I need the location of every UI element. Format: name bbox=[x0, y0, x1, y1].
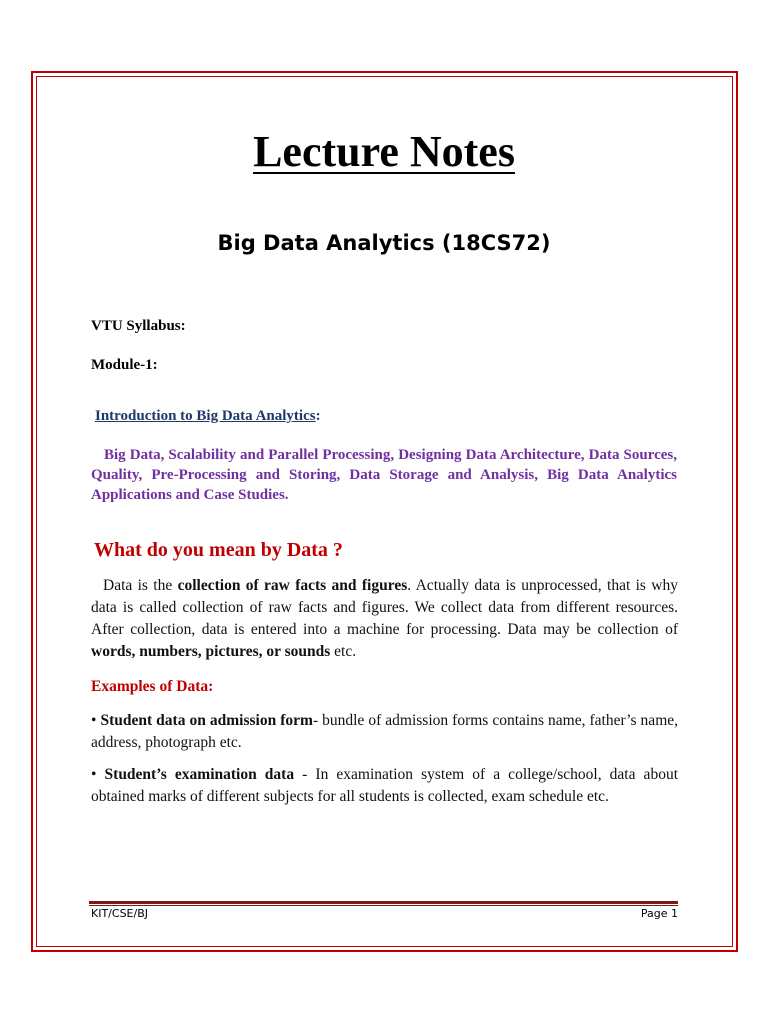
page-border-inner bbox=[36, 76, 733, 947]
intro-heading bbox=[95, 408, 321, 425]
example-text: - bundle of admission forms contains name, father’s name, address, photograph etc. bbox=[91, 712, 679, 751]
footer-author: KIT/CSE/BJ bbox=[91, 907, 148, 920]
example-item bbox=[91, 710, 678, 754]
paragraph-text: etc. bbox=[330, 643, 357, 660]
paragraph-bold-text: words, numbers, pictures, or sounds bbox=[91, 643, 331, 660]
footer-divider bbox=[89, 901, 678, 904]
examples-heading: Examples of Data: bbox=[91, 678, 214, 695]
page-number: Page 1 bbox=[640, 907, 678, 920]
intro-heading-link[interactable]: Introduction to Big Data Analytics bbox=[95, 408, 316, 424]
intro-heading-colon: : bbox=[315, 408, 321, 424]
example-item bbox=[91, 764, 678, 808]
module-topics bbox=[91, 445, 677, 505]
bullet-icon: • bbox=[91, 712, 97, 729]
document-title: Lecture Notes bbox=[253, 127, 515, 176]
data-definition-paragraph bbox=[91, 575, 678, 663]
example-title: Student’s examination data bbox=[104, 766, 295, 783]
vtu-syllabus-label: VTU Syllabus: bbox=[91, 318, 186, 334]
paragraph-text: Data is the bbox=[103, 577, 178, 594]
paragraph-bold-text: collection of raw facts and figures bbox=[177, 577, 408, 594]
section-heading: What do you mean by Data ? bbox=[94, 539, 343, 561]
course-subtitle: Big Data Analytics (18CS72) bbox=[217, 231, 551, 255]
paragraph-text: . Actually data is unprocessed, that is why data is called collection of raw facts and figures. We collect data from different resources. After collection, data is entered into a machine for processing. Data may be collection of bbox=[91, 577, 679, 638]
module-topics-text: Big Data, Scalability and Parallel Processing, Designing Data Architecture, Data Sources, Quality, Pre-Processing and Storing, Data Storage and Analysis, Big Data Analytics Applications and Case Studies. bbox=[91, 447, 677, 503]
bullet-icon: • bbox=[91, 766, 97, 783]
footer-divider-thin bbox=[89, 905, 678, 906]
module-label: Module-1: bbox=[91, 357, 158, 373]
example-title: Student data on admission form bbox=[100, 712, 313, 729]
example-text: - In examination system of a college/school, data about obtained marks of different subjects for all students is collected, exam schedule etc. bbox=[91, 766, 678, 805]
